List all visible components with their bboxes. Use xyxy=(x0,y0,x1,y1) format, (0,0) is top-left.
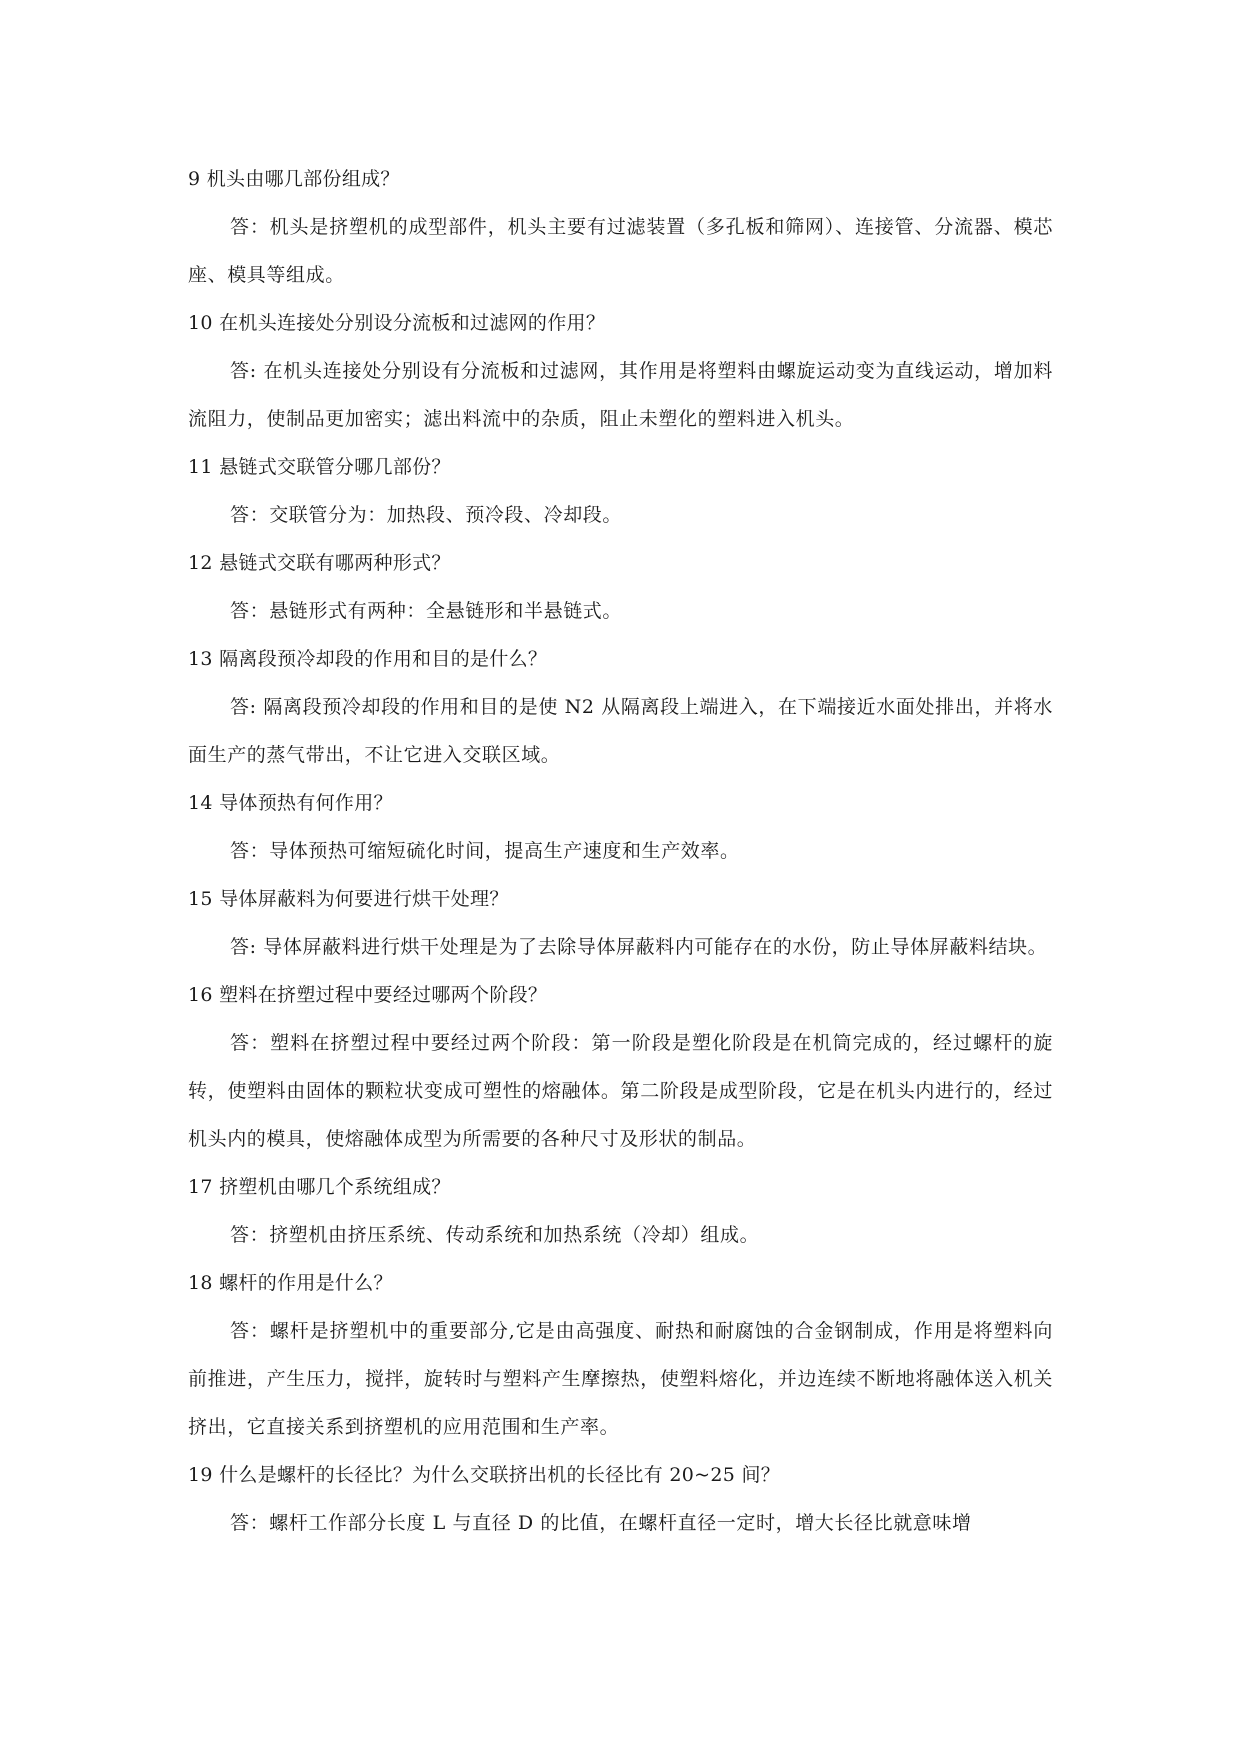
question: 9 机头由哪几部份组成？ xyxy=(188,168,400,190)
qa-item-14 xyxy=(188,779,1053,875)
answer: 答: 隔离段预冷却段的作用和目的是使 N2 从隔离段上端进入，在下端接近水面处排出，并将水面生产的蒸气带出，不让它进入交联区域。 xyxy=(188,696,1053,766)
qa-item-19 xyxy=(188,1451,1053,1547)
qa-item-10 xyxy=(188,299,1053,443)
answer: 答：交联管分为：加热段、预冷段、冷却段。 xyxy=(230,504,623,526)
answer: 答：机头是挤塑机的成型部件，机头主要有过滤装置（多孔板和筛网）、连接管、分流器、模芯座、模具等组成。 xyxy=(188,216,1053,286)
question: 17 挤塑机由哪几个系统组成？ xyxy=(188,1176,451,1198)
question: 11 悬链式交联管分哪几部份？ xyxy=(188,456,451,478)
answer: 答：螺杆工作部分长度 L 与直径 D 的比值，在螺杆直径一定时，增大长径比就意味增 xyxy=(230,1512,972,1534)
question: 18 螺杆的作用是什么？ xyxy=(188,1272,393,1294)
question: 10 在机头连接处分别设分流板和过滤网的作用？ xyxy=(188,312,606,334)
question: 16 塑料在挤塑过程中要经过哪两个阶段？ xyxy=(188,984,548,1006)
qa-item-9 xyxy=(188,155,1053,299)
question: 12 悬链式交联有哪两种形式？ xyxy=(188,552,451,574)
answer: 答：螺杆是挤塑机中的重要部分,它是由高强度、耐热和耐腐蚀的合金钢制成，作用是将塑料向前推进，产生压力，搅拌，旋转时与塑料产生摩擦热，使塑料熔化，并边连续不断地将融体送入机关挤出，它直接关系到挤塑机的应用范围和生产率。 xyxy=(188,1320,1053,1438)
answer: 答：塑料在挤塑过程中要经过两个阶段：第一阶段是塑化阶段是在机筒完成的，经过螺杆的旋转，使塑料由固体的颗粒状变成可塑性的熔融体。第二阶段是成型阶段，它是在机头内进行的，经过机头内的模具，使熔融体成型为所需要的各种尺寸及形状的制品。 xyxy=(188,1032,1053,1150)
qa-item-17 xyxy=(188,1163,1053,1259)
question: 19 什么是螺杆的长径比？为什么交联挤出机的长径比有 20~25 间？ xyxy=(188,1464,781,1486)
answer: 答: 导体屏蔽料进行烘干处理是为了去除导体屏蔽料内可能存在的水份，防止导体屏蔽料结块。 xyxy=(230,936,1048,958)
question: 15 导体屏蔽料为何要进行烘干处理？ xyxy=(188,888,509,910)
answer: 答: 在机头连接处分别设有分流板和过滤网，其作用是将塑料由螺旋运动变为直线运动，增加料流阻力，使制品更加密实；滤出料流中的杂质，阻止未塑化的塑料进入机头。 xyxy=(188,360,1053,430)
qa-item-16 xyxy=(188,971,1053,1163)
qa-item-13 xyxy=(188,635,1053,779)
answer: 答：挤塑机由挤压系统、传动系统和加热系统（冷却）组成。 xyxy=(230,1224,760,1246)
answer: 答：悬链形式有两种：全悬链形和半悬链式。 xyxy=(230,600,623,622)
qa-item-15 xyxy=(188,875,1053,971)
qa-item-11 xyxy=(188,443,1053,539)
question: 14 导体预热有何作用？ xyxy=(188,792,393,814)
qa-list xyxy=(188,155,1053,1547)
qa-item-18 xyxy=(188,1259,1053,1451)
answer: 答：导体预热可缩短硫化时间，提高生产速度和生产效率。 xyxy=(230,840,740,862)
qa-item-12 xyxy=(188,539,1053,635)
question: 13 隔离段预冷却段的作用和目的是什么？ xyxy=(188,648,548,670)
